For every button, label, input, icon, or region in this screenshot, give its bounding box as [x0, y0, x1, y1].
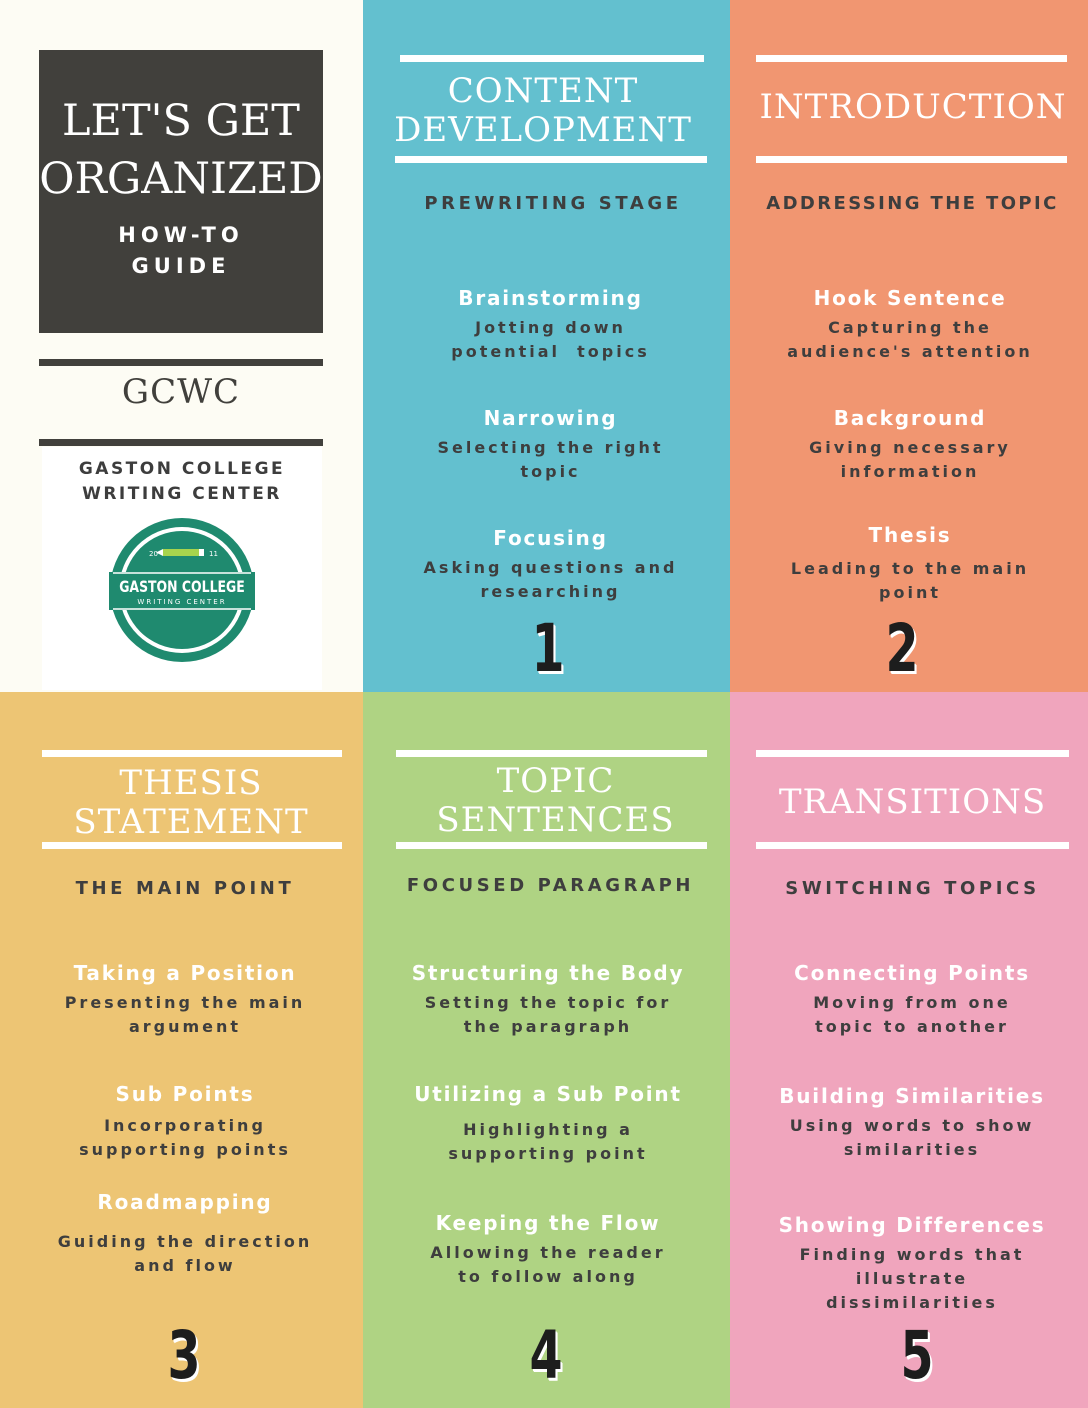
rule-top	[396, 750, 707, 757]
step-number: 3	[167, 1317, 201, 1394]
desc-line: topic	[520, 462, 581, 481]
item-narrowing	[383, 404, 718, 484]
section-heading	[740, 783, 1085, 822]
desc-line: Capturing the	[828, 318, 992, 337]
rule-top	[756, 750, 1069, 757]
rule-top	[42, 750, 342, 757]
desc-line: Setting the topic for	[424, 993, 672, 1012]
item-background	[740, 404, 1080, 484]
section-heading	[748, 88, 1078, 127]
desc-line: researching	[480, 582, 621, 601]
item-taking-a-position	[15, 959, 355, 1039]
item-keeping-the-flow	[378, 1209, 718, 1289]
item-title: Building Similarities	[779, 1084, 1045, 1108]
desc-line: Jotting down	[475, 318, 626, 337]
item-desc	[742, 1243, 1082, 1315]
heading-line-1: INTRODUCTION	[759, 87, 1067, 127]
item-desc	[742, 991, 1082, 1039]
item-title: Connecting Points	[794, 961, 1030, 985]
item-title: Structuring the Body	[411, 961, 685, 985]
logo-line-2: WRITING CENTER	[137, 598, 227, 606]
item-title: Background	[833, 406, 987, 430]
item-desc	[378, 1241, 718, 1289]
section-heading	[383, 762, 728, 840]
item-building-similarities	[742, 1082, 1082, 1162]
item-desc	[383, 316, 718, 364]
desc-line: dissimilarities	[826, 1293, 998, 1312]
item-title: Narrowing	[483, 406, 618, 430]
title-box	[39, 50, 323, 333]
item-title: Focusing	[493, 526, 608, 550]
item-desc	[15, 1230, 355, 1278]
step-number: 2	[885, 610, 919, 687]
item-title: Roadmapping	[97, 1190, 273, 1214]
desc-line: to follow along	[458, 1267, 638, 1286]
logo-line-1: GASTON COLLEGE	[119, 578, 245, 597]
stage-label: PREWRITING STAGE	[424, 193, 682, 214]
step-number: 4	[529, 1317, 563, 1394]
section-content-development	[363, 0, 730, 692]
desc-line: supporting points	[79, 1140, 291, 1159]
desc-line: the paragraph	[463, 1017, 633, 1036]
stage-label: THE MAIN POINT	[75, 878, 295, 899]
item-title: Thesis	[868, 523, 952, 547]
rule-bottom	[396, 842, 707, 849]
gcwc-name-line-2: WRITING CENTER	[82, 484, 282, 504]
item-desc	[15, 991, 355, 1039]
desc-line: and flow	[134, 1256, 236, 1275]
item-desc	[740, 436, 1080, 484]
rule-bottom	[395, 156, 707, 163]
title-line-2: ORGANIZED	[39, 154, 323, 204]
item-utilizing-a-sub-point	[378, 1080, 718, 1166]
item-showing-differences	[742, 1211, 1082, 1315]
item-title: Utilizing a Sub Point	[414, 1082, 682, 1106]
stage-label: ADDRESSING THE TOPIC	[766, 193, 1059, 214]
logo-year-right: 11	[209, 550, 218, 558]
pencil-icon	[156, 549, 204, 556]
rule-top	[756, 55, 1067, 62]
desc-line: supporting point	[448, 1144, 648, 1163]
item-title: Brainstorming	[458, 286, 643, 310]
step-number: 1	[531, 610, 565, 687]
item-focusing	[383, 524, 718, 604]
desc-line: potential topics	[451, 342, 650, 361]
section-heading	[20, 764, 362, 842]
heading-line-2: DEVELOPMENT	[394, 110, 692, 150]
heading-line-2: STATEMENT	[73, 802, 309, 842]
section-heading	[383, 72, 703, 150]
stage-label: SWITCHING TOPICS	[785, 878, 1040, 899]
item-desc	[378, 1118, 718, 1166]
desc-line: argument	[128, 1017, 242, 1036]
heading-line-1: TRANSITIONS	[778, 782, 1047, 822]
item-desc	[742, 1114, 1082, 1162]
rule-top	[400, 55, 704, 62]
item-desc	[383, 556, 718, 604]
desc-line: Giving necessary	[809, 438, 1011, 457]
step-number: 5	[900, 1317, 934, 1394]
desc-line: topic to another	[815, 1017, 1009, 1036]
desc-line: Presenting the main	[64, 993, 306, 1012]
section-thesis-statement	[0, 692, 363, 1408]
heading-line-1: THESIS	[119, 763, 263, 803]
desc-line: Allowing the reader	[430, 1243, 666, 1262]
subtitle-line-2: GUIDE	[131, 254, 231, 278]
section-introduction	[730, 0, 1088, 692]
desc-line: Selecting the right	[437, 438, 664, 457]
item-title: Sub Points	[115, 1082, 255, 1106]
desc-line: information	[840, 462, 980, 481]
gcwc-name	[42, 457, 322, 507]
item-connecting-points	[742, 959, 1082, 1039]
stage-label: FOCUSED PARAGRAPH	[406, 875, 695, 896]
item-sub-points	[15, 1080, 355, 1162]
desc-line: similarities	[843, 1140, 981, 1159]
desc-line: audience's attention	[787, 342, 1033, 361]
section-transitions	[730, 692, 1088, 1408]
item-structuring-the-body	[378, 959, 718, 1039]
section-topic-sentences	[363, 692, 730, 1408]
page-title	[39, 92, 323, 208]
item-title: Hook Sentence	[813, 286, 1007, 310]
item-hook-sentence	[740, 284, 1080, 364]
desc-line: point	[879, 583, 941, 602]
rule-bottom	[756, 156, 1067, 163]
desc-line: Highlighting a	[463, 1120, 633, 1139]
divider-top	[39, 359, 323, 366]
desc-line: Finding words that	[799, 1245, 1025, 1264]
item-desc	[378, 991, 718, 1039]
item-desc	[740, 557, 1080, 605]
desc-line: illustrate	[855, 1269, 969, 1288]
item-brainstorming	[383, 284, 718, 364]
item-thesis	[740, 521, 1080, 605]
item-title: Taking a Position	[73, 961, 297, 985]
subtitle-line-1: HOW-TO	[118, 223, 244, 247]
desc-line: Moving from one	[813, 993, 1011, 1012]
desc-line: Guiding the direction	[57, 1232, 313, 1251]
gcwc-abbr: GCWC	[121, 372, 241, 412]
desc-line: Asking questions and	[423, 558, 678, 577]
heading-line-2: SENTENCES	[436, 800, 675, 840]
item-title: Showing Differences	[778, 1213, 1046, 1237]
desc-line: Incorporating	[104, 1116, 266, 1135]
title-panel	[0, 0, 363, 692]
logo-year-left: 20	[149, 550, 158, 558]
item-title: Keeping the Flow	[435, 1211, 661, 1235]
item-desc	[15, 1114, 355, 1162]
item-desc	[740, 316, 1080, 364]
item-desc	[383, 436, 718, 484]
rule-bottom	[42, 842, 342, 849]
desc-line: Leading to the main	[790, 559, 1030, 578]
divider-bottom	[39, 439, 323, 446]
gcwc-block	[42, 447, 322, 690]
item-roadmapping	[15, 1188, 355, 1278]
heading-line-1: CONTENT	[447, 71, 639, 111]
rule-bottom	[756, 842, 1069, 849]
desc-line: Using words to show	[789, 1116, 1035, 1135]
gaston-college-logo	[109, 517, 255, 663]
gcwc-name-line-1: GASTON COLLEGE	[78, 459, 286, 479]
heading-line-1: TOPIC	[496, 761, 615, 801]
page-subtitle	[39, 220, 323, 282]
title-line-1: LET'S GET	[62, 96, 300, 146]
